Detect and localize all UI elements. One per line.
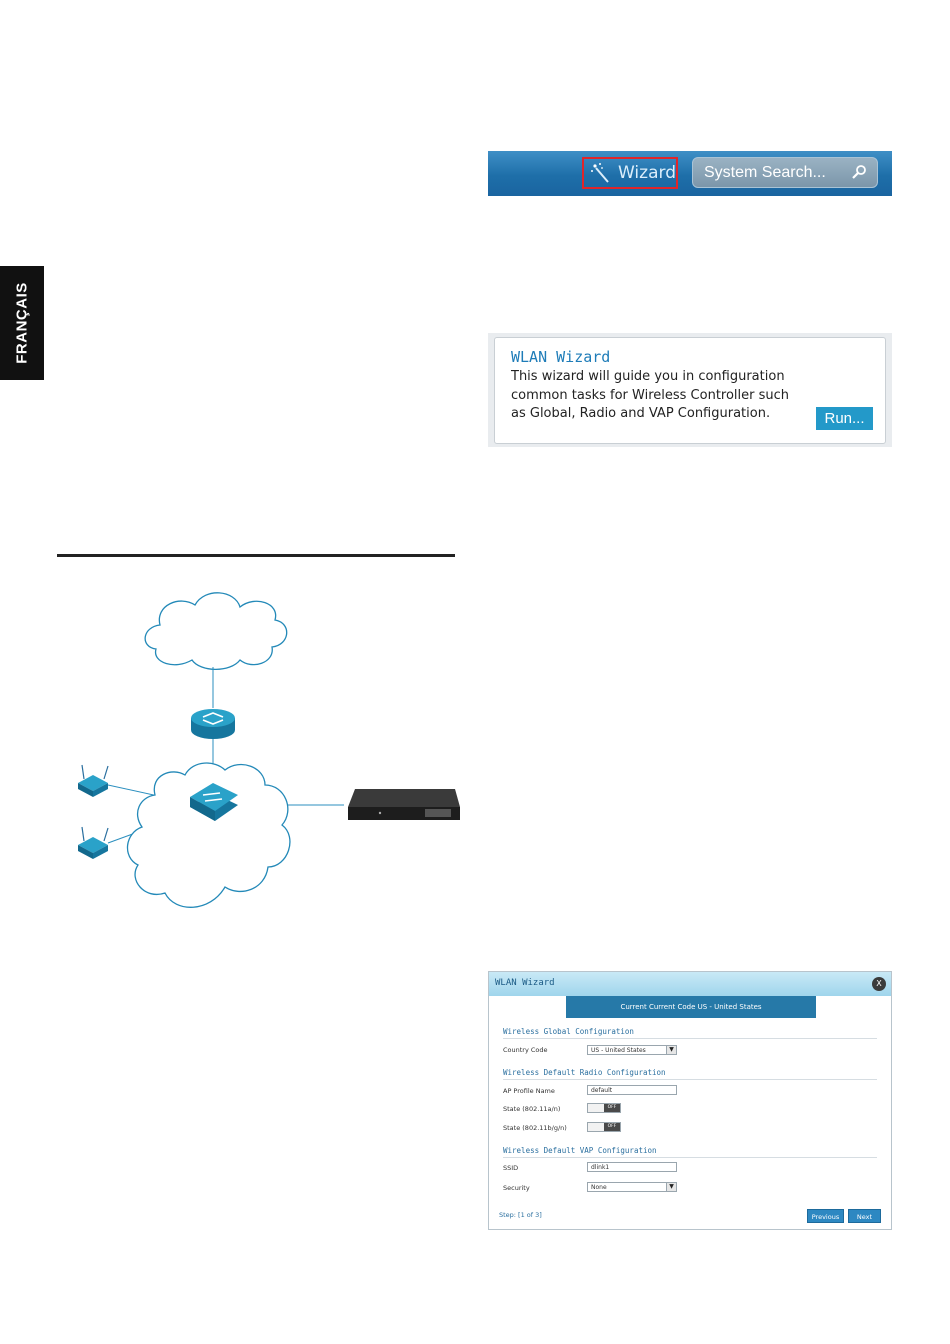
step-indicator: Step: [1 of 3] <box>499 1211 542 1219</box>
close-icon[interactable]: X <box>872 977 886 991</box>
section-divider <box>503 1157 877 1158</box>
section-divider <box>503 1038 877 1039</box>
cloud-icon <box>145 593 287 670</box>
state-b-toggle[interactable] <box>587 1122 621 1132</box>
state-a-toggle[interactable] <box>587 1103 621 1113</box>
country-code-select[interactable] <box>587 1045 677 1055</box>
country-code-value: US - United States <box>591 1047 646 1054</box>
section-divider <box>503 1079 877 1080</box>
card-title: WLAN Wizard <box>511 348 611 366</box>
ssid-input[interactable]: dlink1 <box>587 1162 677 1172</box>
language-tab-label: FRANÇAIS <box>13 282 31 364</box>
security-value: None <box>591 1184 607 1191</box>
access-point-icon <box>78 765 108 797</box>
search-placeholder: System Search... <box>704 164 826 181</box>
dialog-title: WLAN Wizard <box>495 978 555 988</box>
security-select[interactable] <box>587 1182 677 1192</box>
toggle-off-label: OFF <box>604 1104 620 1112</box>
country-banner: Current Current Code US - United States <box>566 996 816 1018</box>
wlan-wizard-dialog <box>488 971 892 1230</box>
security-label: Security <box>503 1184 530 1192</box>
ssid-label: SSID <box>503 1164 519 1172</box>
system-search-input[interactable] <box>692 157 878 188</box>
card-description: This wizard will guide you in configuration common tasks for Wireless Controller such as Global, Radio and VAP Configuration. <box>511 369 790 421</box>
dialog-header <box>489 972 891 996</box>
radio-section-title: Wireless Default Radio Configuration <box>503 1068 666 1077</box>
network-diagram <box>60 575 460 925</box>
country-code-label: Country Code <box>503 1046 548 1054</box>
controller-device-icon <box>348 789 460 820</box>
section-divider <box>57 554 455 557</box>
cloud-icon <box>127 763 289 907</box>
chevron-down-icon: ▼ <box>666 1183 676 1191</box>
previous-button[interactable]: Previous <box>807 1209 844 1223</box>
toggle-off-label: OFF <box>604 1123 620 1131</box>
wlan-wizard-card <box>494 337 886 444</box>
wizard-button[interactable] <box>582 157 678 189</box>
access-point-icon <box>78 827 108 859</box>
state-a-label: State (802.11a/n) <box>503 1105 561 1113</box>
vap-section-title: Wireless Default VAP Configuration <box>503 1146 657 1155</box>
chevron-down-icon: ▼ <box>666 1046 676 1054</box>
global-section-title: Wireless Global Configuration <box>503 1027 634 1036</box>
language-tab <box>0 266 44 380</box>
ap-profile-label: AP Profile Name <box>503 1087 555 1095</box>
router-icon <box>191 709 235 739</box>
wizard-label: Wizard <box>618 163 676 183</box>
wand-icon <box>590 162 612 184</box>
next-button[interactable]: Next <box>848 1209 881 1223</box>
state-b-label: State (802.11b/g/n) <box>503 1124 567 1132</box>
search-icon[interactable] <box>851 164 867 180</box>
ap-profile-input[interactable]: default <box>587 1085 677 1095</box>
run-button[interactable]: Run... <box>816 407 873 430</box>
